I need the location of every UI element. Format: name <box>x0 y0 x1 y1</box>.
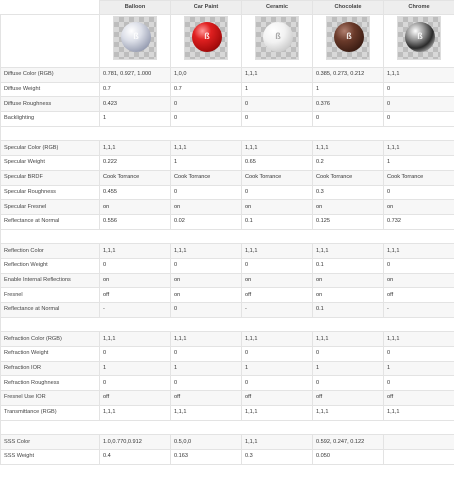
property-label: Refraction Weight <box>1 347 100 362</box>
property-row <box>1 435 454 450</box>
property-value: 0 <box>384 376 454 391</box>
property-value: 0.1 <box>313 303 384 318</box>
property-value: 0.2 <box>313 156 384 171</box>
spacer-cell <box>1 317 454 332</box>
header-corner <box>1 1 100 15</box>
property-value: 1,1,1 <box>171 244 242 259</box>
property-row <box>1 97 454 112</box>
property-row <box>1 170 454 185</box>
property-value: 1 <box>100 112 171 127</box>
property-value: 0.455 <box>100 185 171 200</box>
property-value: 0 <box>242 376 313 391</box>
property-value: on <box>242 200 313 215</box>
property-value: 0.222 <box>100 156 171 171</box>
property-value: on <box>171 273 242 288</box>
property-value: 1,1,1 <box>100 244 171 259</box>
property-value <box>384 449 454 464</box>
material-header: Balloon <box>100 1 171 15</box>
property-label: Specular Roughness <box>1 185 100 200</box>
property-row <box>1 214 454 229</box>
property-value: Cook Torrance <box>100 170 171 185</box>
property-value: 0 <box>384 97 454 112</box>
property-row <box>1 68 454 83</box>
property-value: 1,1,1 <box>242 405 313 420</box>
property-row <box>1 288 454 303</box>
property-value: 0.376 <box>313 97 384 112</box>
property-value: 1,1,1 <box>384 332 454 347</box>
property-value: 0.3 <box>313 185 384 200</box>
property-label: Transmittance (RGB) <box>1 405 100 420</box>
property-value: 0.1 <box>313 258 384 273</box>
balloon-swatch-image <box>113 16 157 60</box>
property-value: 0.732 <box>384 214 454 229</box>
property-value: 1,1,1 <box>100 405 171 420</box>
property-value: Cook Torrance <box>313 170 384 185</box>
property-value: 1,1,1 <box>313 405 384 420</box>
property-value: 0 <box>242 347 313 362</box>
property-value: 1.0,0.770,0.912 <box>100 435 171 450</box>
property-value: 1,1,1 <box>242 244 313 259</box>
property-value: 0 <box>384 82 454 97</box>
property-value: 0 <box>242 185 313 200</box>
swatch-row-label <box>1 15 100 68</box>
property-value: 0.7 <box>100 82 171 97</box>
property-label: Backlighting <box>1 112 100 127</box>
property-value: 0 <box>171 112 242 127</box>
property-row <box>1 156 454 171</box>
property-value: 1,1,1 <box>171 141 242 156</box>
property-value: on <box>100 200 171 215</box>
property-row <box>1 112 454 127</box>
property-value: 1,1,1 <box>384 141 454 156</box>
swatch-cell <box>384 15 454 68</box>
property-label: Specular BRDF <box>1 170 100 185</box>
property-value: 1,1,1 <box>313 332 384 347</box>
property-value: off <box>384 391 454 406</box>
section-spacer-row <box>1 229 454 244</box>
property-label: Reflection Color <box>1 244 100 259</box>
property-label: Enable Internal Reflections <box>1 273 100 288</box>
property-row <box>1 332 454 347</box>
property-value: 0 <box>171 97 242 112</box>
balloon-sphere-icon: ß <box>121 22 151 52</box>
property-value: 1,1,1 <box>313 244 384 259</box>
property-row <box>1 141 454 156</box>
property-value: on <box>171 288 242 303</box>
property-value: 1 <box>242 361 313 376</box>
property-value: 0.556 <box>100 214 171 229</box>
property-value: off <box>384 288 454 303</box>
property-value: 0.02 <box>171 214 242 229</box>
property-value: 1,1,1 <box>171 405 242 420</box>
property-value: 0 <box>171 376 242 391</box>
spacer-cell <box>1 126 454 141</box>
property-row <box>1 303 454 318</box>
property-value: 1,1,1 <box>242 332 313 347</box>
property-value: off <box>100 391 171 406</box>
property-value: 0 <box>384 258 454 273</box>
property-row <box>1 258 454 273</box>
property-label: Specular Fresnel <box>1 200 100 215</box>
property-value: 0.163 <box>171 449 242 464</box>
property-value: on <box>313 288 384 303</box>
property-value: 0.4 <box>100 449 171 464</box>
swatch-cell <box>242 15 313 68</box>
property-value: 0 <box>313 376 384 391</box>
property-value: 0 <box>100 347 171 362</box>
property-value: 0 <box>313 112 384 127</box>
swatch-cell <box>313 15 384 68</box>
property-value: Cook Torrance <box>384 170 454 185</box>
property-value: off <box>100 288 171 303</box>
property-value: on <box>313 273 384 288</box>
property-row <box>1 273 454 288</box>
property-value: 1 <box>171 361 242 376</box>
property-value: 0 <box>242 112 313 127</box>
property-value: - <box>384 303 454 318</box>
property-value: 1,1,1 <box>100 332 171 347</box>
swatch-cell <box>171 15 242 68</box>
property-value: 0 <box>242 97 313 112</box>
property-row <box>1 347 454 362</box>
property-value: 1,1,1 <box>313 141 384 156</box>
property-value: 0 <box>313 347 384 362</box>
property-value: 1,0,0 <box>171 68 242 83</box>
chrome-sphere-icon: ß <box>405 22 435 52</box>
section-spacer-row <box>1 420 454 435</box>
property-row <box>1 200 454 215</box>
property-value: Cook Torrance <box>171 170 242 185</box>
property-value: 0 <box>171 258 242 273</box>
material-header: Ceramic <box>242 1 313 15</box>
property-value: 1,1,1 <box>242 435 313 450</box>
property-value: 0 <box>171 347 242 362</box>
property-value: 0 <box>384 347 454 362</box>
property-label: Refraction Roughness <box>1 376 100 391</box>
spacer-cell <box>1 229 454 244</box>
property-value: 1 <box>313 361 384 376</box>
property-value: Cook Torrance <box>242 170 313 185</box>
property-value: 0.1 <box>242 214 313 229</box>
property-row <box>1 244 454 259</box>
property-value: 1 <box>242 82 313 97</box>
property-label: Diffuse Roughness <box>1 97 100 112</box>
property-value: 1,1,1 <box>384 405 454 420</box>
material-header: Chocolate <box>313 1 384 15</box>
ceramic-swatch-image <box>255 16 299 60</box>
swatch-cell <box>100 15 171 68</box>
property-value: 0 <box>384 112 454 127</box>
property-value: 0 <box>384 185 454 200</box>
property-value: 0 <box>242 258 313 273</box>
property-label: SSS Weight <box>1 449 100 464</box>
property-row <box>1 82 454 97</box>
property-value: 0.423 <box>100 97 171 112</box>
material-header: Chrome <box>384 1 454 15</box>
property-value: 0 <box>100 258 171 273</box>
property-value: on <box>384 200 454 215</box>
car-paint-sphere-icon: ß <box>192 22 222 52</box>
property-label: Reflectance at Normal <box>1 303 100 318</box>
swatch-row <box>1 15 454 68</box>
property-value: 1,1,1 <box>242 68 313 83</box>
property-value: off <box>171 391 242 406</box>
property-value <box>384 435 454 450</box>
property-value: 1 <box>384 361 454 376</box>
car-paint-swatch-image <box>184 16 228 60</box>
property-label: Fresnel <box>1 288 100 303</box>
section-spacer-row <box>1 317 454 332</box>
chocolate-swatch-image <box>326 16 370 60</box>
property-row <box>1 361 454 376</box>
property-value: 0.385, 0.273, 0.212 <box>313 68 384 83</box>
property-label: Refraction Color (RGB) <box>1 332 100 347</box>
property-value: on <box>100 273 171 288</box>
property-value: 0 <box>171 303 242 318</box>
property-label: Specular Color (RGB) <box>1 141 100 156</box>
property-label: Fresnel Use IOR <box>1 391 100 406</box>
property-value: 0.781, 0.927, 1.000 <box>100 68 171 83</box>
property-value: on <box>384 273 454 288</box>
material-header: Car Paint <box>171 1 242 15</box>
property-value: 0.125 <box>313 214 384 229</box>
property-label: Diffuse Weight <box>1 82 100 97</box>
property-value: off <box>313 391 384 406</box>
property-value: off <box>242 391 313 406</box>
property-value: 1 <box>100 361 171 376</box>
property-row <box>1 405 454 420</box>
property-value: 0.050 <box>313 449 384 464</box>
property-value: 0.3 <box>242 449 313 464</box>
property-value: on <box>242 273 313 288</box>
property-value: 1,1,1 <box>384 244 454 259</box>
property-value: 0 <box>100 376 171 391</box>
property-value: 1 <box>171 156 242 171</box>
property-label: Reflectance at Normal <box>1 214 100 229</box>
property-value: 0.5,0,0 <box>171 435 242 450</box>
property-value: 1,1,1 <box>384 68 454 83</box>
property-value: 1,1,1 <box>171 332 242 347</box>
section-spacer-row <box>1 126 454 141</box>
property-label: Specular Weight <box>1 156 100 171</box>
property-value: off <box>242 288 313 303</box>
ceramic-sphere-icon: ß <box>263 22 293 52</box>
property-rows <box>1 68 454 465</box>
property-row <box>1 449 454 464</box>
property-value: 1,1,1 <box>100 141 171 156</box>
property-value: on <box>313 200 384 215</box>
property-label: Refraction IOR <box>1 361 100 376</box>
property-value: on <box>171 200 242 215</box>
property-label: Diffuse Color (RGB) <box>1 68 100 83</box>
spacer-cell <box>1 420 454 435</box>
header-row <box>1 1 454 15</box>
property-value: 0.65 <box>242 156 313 171</box>
property-value: 1 <box>384 156 454 171</box>
property-value: 0.592, 0.247, 0.122 <box>313 435 384 450</box>
property-label: Reflection Weight <box>1 258 100 273</box>
property-row <box>1 376 454 391</box>
property-label: SSS Color <box>1 435 100 450</box>
chrome-swatch-image <box>397 16 441 60</box>
property-row <box>1 391 454 406</box>
property-value: 1 <box>313 82 384 97</box>
property-value: 1,1,1 <box>242 141 313 156</box>
property-value: - <box>242 303 313 318</box>
property-value: 0.7 <box>171 82 242 97</box>
chocolate-sphere-icon: ß <box>334 22 364 52</box>
property-row <box>1 185 454 200</box>
property-value: - <box>100 303 171 318</box>
property-value: 0 <box>171 185 242 200</box>
